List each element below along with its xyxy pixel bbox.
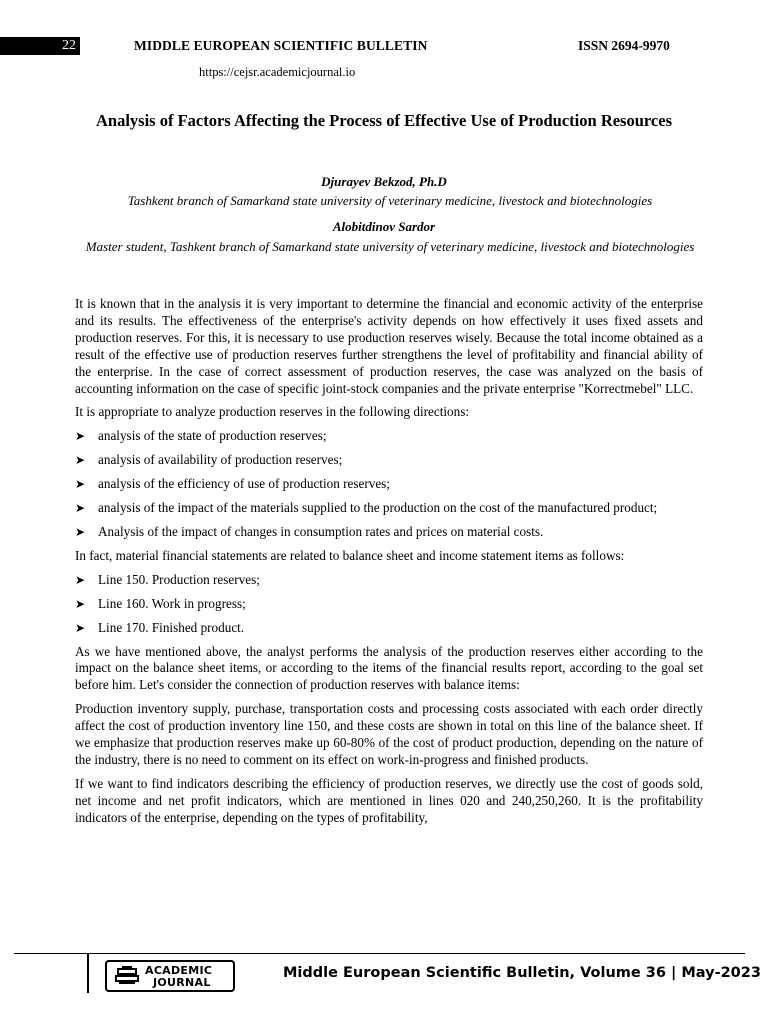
list-item: ➤ Analysis of the impact of changes in consumption rates and prices on material costs. (75, 523, 544, 539)
balance-lines-list (75, 572, 703, 637)
journal-title: MIDDLE EUROPEAN SCIENTIFIC BULLETIN (134, 38, 428, 53)
logo-text-journal: JOURNAL (153, 976, 211, 989)
logo-text-academic: ACADEMIC (145, 964, 213, 977)
arrow-bullet-icon: ➤ (75, 477, 86, 492)
arrow-bullet-icon: ➤ (75, 524, 86, 539)
footer-citation: Middle European Scientific Bulletin, Volume 36 | May-2023 (283, 965, 761, 981)
arrow-bullet-icon: ➤ (75, 501, 86, 516)
arrow-bullet-icon: ➤ (75, 453, 86, 468)
issn: ISSN 2694-9970 (578, 38, 670, 53)
journal-url[interactable]: https://cejsr.academicjournal.io (199, 65, 356, 79)
arrow-bullet-icon: ➤ (75, 429, 86, 444)
author-affiliation-2: Master student, Tashkent branch of Samarkand state university of veterinary medicine, livestock and biotechnologies (85, 239, 695, 254)
arrow-bullet-icon: ➤ (75, 620, 86, 635)
author-name-1: Djurayev Bekzod, Ph.D (321, 174, 447, 189)
author-name-2: Alobitdinov Sardor (332, 219, 436, 234)
directions-list (75, 428, 703, 541)
footer-divider (14, 953, 745, 954)
list-item: ➤ analysis of the state of production reserves; (75, 428, 327, 444)
paragraph: It is known that in the analysis it is very important to determine the financial and economic activity of the enterprise and its results. The effectiveness of the enterprise's activity depends on how effectively it uses fixed assets and production reserves. For this, it is necessary to use production reserves wisely. Because the total income obtained as a result of the effective use of production reserves further strengthens the level of profitability and financial ability of the enterprise. In the case of correct assessment of production reserves, the case was analyzed on the basis of accounting information on the case of specific joint-stock companies and the private enterprise "Korrectmebel" LLC. (75, 296, 703, 396)
paragraph: Production inventory supply, purchase, transportation costs and processing costs associated with each order directly affect the cost of production inventory line 150, and these costs are shown in total on this line of the balance sheet. If we emphasize that production reserves make up 60-80% of the cost of product production, depending on the nature of the industry, there is no need to comment on its effect on work-in-progress and finished products. (75, 701, 703, 767)
page-number: 22 (0, 37, 80, 55)
list-item: ➤ analysis of the efficiency of use of production reserves; (75, 476, 390, 492)
list-item: ➤ analysis of availability of production reserves; (75, 452, 343, 468)
paragraph: As we have mentioned above, the analyst performs the analysis of the production reserves either according to the impact on the balance sheet items, or according to the items of the financial results report, according to the goal set before him. Let's consider the connection of production reserves with balance items: (75, 643, 703, 693)
paragraph: It is appropriate to analyze production reserves in the following directions: (75, 404, 470, 420)
list-item: ➤ Line 150. Production reserves; (75, 571, 260, 587)
list-item: ➤ analysis of the impact of the materials supplied to the production on the cost of the manufactured product; (75, 500, 658, 516)
paragraph: In fact, material financial statements are related to balance sheet and income statement items as follows: (75, 547, 625, 563)
article-body (75, 296, 703, 834)
author-affiliation-1: Tashkent branch of Samarkand state university of veterinary medicine, livestock and biotechnologies (127, 193, 653, 208)
footer-vertical-divider (87, 953, 89, 993)
paragraph: If we want to find indicators describing the efficiency of production reserves, we directly use the cost of goods sold, net income and net profit indicators, which are mentioned in lines 020 and 240,250,260. It is the profitability indicators of the enterprise, depending on the types of profitability, (75, 775, 703, 825)
book-stack-icon (114, 966, 140, 988)
list-item: ➤ Line 170. Finished product. (75, 619, 245, 635)
arrow-bullet-icon: ➤ (75, 572, 86, 587)
list-item: ➤ Line 160. Work in progress; (75, 595, 246, 611)
academic-journal-logo (105, 960, 235, 992)
arrow-bullet-icon: ➤ (75, 596, 86, 611)
article-title: Analysis of Factors Affecting the Process of Effective Use of Production Resources (95, 111, 672, 130)
